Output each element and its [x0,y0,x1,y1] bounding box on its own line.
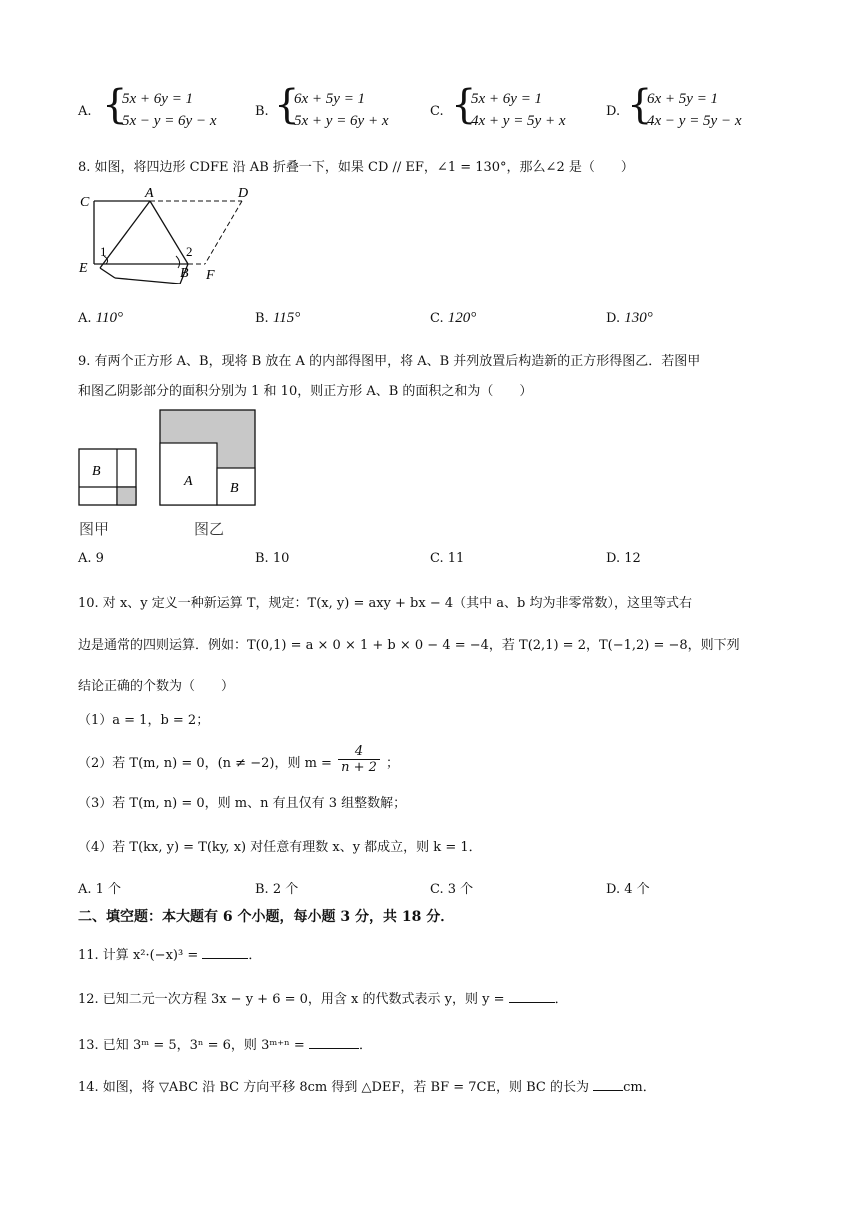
q11-text: 11. 计算 x²·(−x)³ = [78,948,199,963]
q7-d-eq2: 4x − y = 5y − x [647,113,742,129]
q8-figure [70,184,260,284]
q10-item3: （3）若 T(m, n) = 0，则 m、n 有且仅有 3 组整数解； [78,796,407,811]
q11-end: ． [248,948,262,963]
q13-answer-blank[interactable] [309,1036,359,1049]
q10-item2-fraction [338,744,380,775]
q8-label-e: E [79,261,88,276]
q9-line2: 和图乙阴影部分的面积分别为 1 和 10，则正方形 A、B 的面积之和为（ ） [78,384,533,399]
q8-label-angle1: 1 [100,244,107,259]
q11-answer-blank[interactable] [202,946,248,959]
q10-fraction-denominator: n + 2 [341,760,377,775]
q8-option-a: A. 110° [78,310,124,326]
q12-end: ． [554,992,568,1007]
q7-option-a-label: A. [78,104,92,119]
q7-option-d-label: D. [606,104,621,119]
q10-line2: 边是通常的四则运算．例如：T(0,1) = a × 0 × 1 + b × 0 − 4 = −4，若 T(2,1) = 2，T(−1,2) = −8，则下列 [78,638,740,653]
q12-answer-blank[interactable] [509,990,555,1003]
q8-label-d: D [238,186,249,201]
q9-option-c: C. 11 [430,551,465,566]
q10-option-d: D. 4 个 [606,882,650,897]
q10-fraction-numerator: 4 [338,744,380,760]
q10-option-a: A. 1 个 [78,882,122,897]
q7-a-eq2: 5x − y = 6y − x [122,113,217,129]
q8-option-b: B. 115° [255,310,301,326]
q10-item4: （4）若 T(kx, y) = T(ky, x) 对任意有理数 x、y 都成立，则 k = 1． [78,840,482,855]
q8-label-a: A [145,186,154,201]
q7-c-eq1: 5x + 6y = 1 [471,91,543,107]
q13-text: 13. 已知 3ᵐ = 5，3ⁿ = 6，则 3ᵐ⁺ⁿ = [78,1038,305,1053]
q7-b-eq1: 6x + 5y = 1 [294,91,366,107]
q14-text: 14. 如图，将 ▽ABC 沿 BC 方向平移 8cm 得到 △DEF，若 BF = 7CE，则 BC 的长为 [78,1080,589,1095]
q7-c-eq2: 4x + y = 5y + x [471,113,566,129]
q8-label-b: B [180,266,189,281]
q10-line1: 10. 对 x、y 定义一种新运算 T，规定：T(x, y) = axy + bx − 4（其中 a、b 均为非零常数），这里等式右 [78,596,692,611]
q9-option-a: A. 9 [78,551,104,566]
q8-label-f: F [206,268,215,283]
q7-d-eq1: 6x + 5y = 1 [647,91,719,107]
q10-item2-end: ； [386,756,400,771]
section-heading: 二、填空题：本大题有 6 个小题，每小题 3 分，共 18 分． [78,909,455,925]
q9-option-d: D. 12 [606,551,641,566]
q10-line3: 结论正确的个数为（ ） [78,679,235,694]
q8-option-d: D. 130° [606,310,653,326]
q11 [78,944,261,963]
q12-text: 12. 已知二元一次方程 3x − y + 6 = 0，用含 x 的代数式表示 y，则 y = [78,992,505,1007]
q9-option-b: B. 10 [255,551,290,566]
q9-fig2-label-b: B [230,481,239,496]
q13 [78,1034,372,1053]
q7-option-b-label: B. [255,104,269,119]
q14 [78,1076,656,1095]
q10-item2-text: （2）若 T(m, n) = 0，(n ≠ −2)，则 m = [78,756,332,771]
q14-end: cm． [623,1080,656,1095]
q13-end: ． [358,1038,372,1053]
q10-item2 [78,744,400,779]
q9-caption-jia: 图甲 [79,520,110,538]
q7-option-c-label: C. [430,104,444,119]
q10-item1: （1）a = 1，b = 2； [78,713,210,728]
q9-line1: 9. 有两个正方形 A、B，现将 B 放在 A 的内部得图甲，将 A、B 并列放置后构造新的正方形得图乙．若图甲 [78,354,701,369]
q8-label-angle2: 2 [186,244,193,259]
q10-option-c: C. 3 个 [430,882,474,897]
q7-b-eq2: 5x + y = 6y + x [294,113,389,129]
q9-caption-yi: 图乙 [194,520,225,538]
q8-text: 8. 如图，将四边形 CDFE 沿 AB 折叠一下，如果 CD // EF，∠1 = 130°，那么∠2 是（ ） [78,160,634,175]
q14-answer-blank[interactable] [593,1078,623,1091]
q9-fig2-label-a: A [184,474,193,489]
q10-option-b: B. 2 个 [255,882,299,897]
q7-a-eq1: 5x + 6y = 1 [122,91,194,107]
q8-label-c: C [80,195,90,210]
q12 [78,988,568,1007]
q9-fig1-label-b: B [92,464,101,479]
q8-option-c: C. 120° [430,310,477,326]
